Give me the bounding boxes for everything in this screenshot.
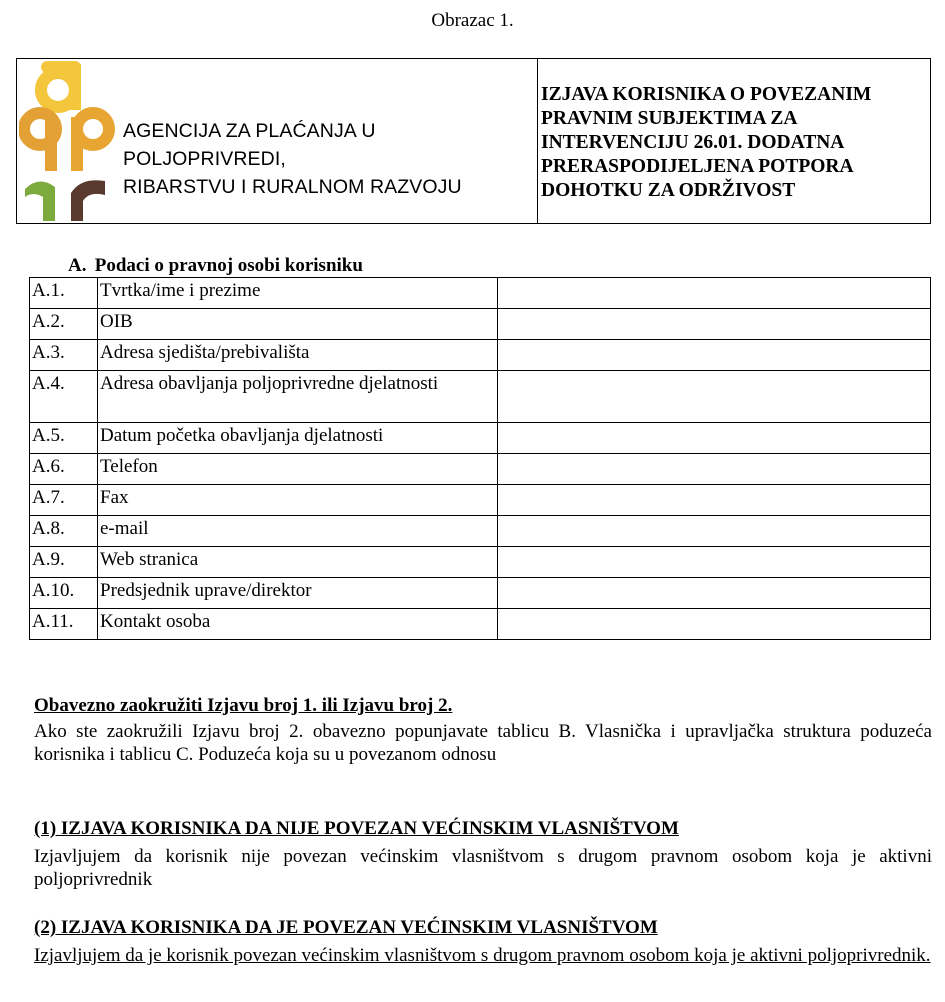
form-title — [541, 83, 931, 203]
statement-2-heading[interactable]: (2) IZJAVA KORISNIKA DA JE POVEZAN VEĆINSKIM VLASNIŠTVOM — [34, 917, 658, 938]
row-value-field[interactable] — [498, 309, 931, 340]
form-title-line: DOHOTKU ZA ODRŽIVOST — [541, 180, 796, 201]
row-value-field[interactable] — [498, 609, 931, 640]
row-code: A.9. — [30, 547, 98, 578]
table-row — [30, 485, 931, 516]
table-row — [30, 309, 931, 340]
statement-2-text: Izjavljujem da je korisnik povezan većinskim vlasništvom s drugom pravnom osobom koja je aktivni poljoprivrednik. — [34, 945, 931, 966]
row-label: Adresa obavljanja poljoprivredne djelatnosti — [98, 371, 498, 423]
table-row — [30, 578, 931, 609]
row-code: A.1. — [30, 278, 98, 309]
row-label: Datum početka obavljanja djelatnosti — [98, 423, 498, 454]
row-value-field[interactable] — [498, 371, 931, 423]
instruction-title: Obavezno zaokružiti Izjavu broj 1. ili Izjavu broj 2. — [34, 695, 453, 716]
section-a-heading — [68, 255, 363, 277]
form-title-line: PRERASPODIJELJENA POTPORA — [541, 156, 854, 177]
section-a-title: Podaci o pravnoj osobi korisniku — [94, 255, 363, 276]
agency-name-line-1: AGENCIJA ZA PLAĆANJA U POLJOPRIVREDI, — [123, 120, 376, 170]
form-number: Obrazac 1. — [431, 10, 514, 31]
row-label: Tvrtka/ime i prezime — [98, 278, 498, 309]
row-label: Kontakt osoba — [98, 609, 498, 640]
row-code: A.8. — [30, 516, 98, 547]
legal-entity-table — [29, 277, 931, 640]
header-divider — [537, 59, 538, 223]
row-label: Web stranica — [98, 547, 498, 578]
row-code: A.2. — [30, 309, 98, 340]
row-value-field[interactable] — [498, 340, 931, 371]
row-label: e-mail — [98, 516, 498, 547]
instruction-text: Ako ste zaokružili Izjavu broj 2. obavezno popunjavate tablicu B. Vlasnička i upravljačka struktura poduzeća korisnika i tablicu C. Poduzeća koja su u povezanom odnosu — [34, 721, 932, 765]
table-row — [30, 423, 931, 454]
row-code: A.10. — [30, 578, 98, 609]
row-label: OIB — [98, 309, 498, 340]
document-header — [16, 58, 931, 224]
row-label: Predsjednik uprave/direktor — [98, 578, 498, 609]
table-row — [30, 371, 931, 423]
statement-1-heading[interactable]: (1) IZJAVA KORISNIKA DA NIJE POVEZAN VEĆINSKIM VLASNIŠTVOM — [34, 818, 679, 839]
row-code: A.11. — [30, 609, 98, 640]
row-code: A.7. — [30, 485, 98, 516]
row-label: Fax — [98, 485, 498, 516]
row-label: Telefon — [98, 454, 498, 485]
row-label: Adresa sjedišta/prebivališta — [98, 340, 498, 371]
table-row — [30, 454, 931, 485]
row-value-field[interactable] — [498, 423, 931, 454]
agency-logo-icon — [19, 61, 119, 223]
table-row — [30, 278, 931, 309]
row-value-field[interactable] — [498, 547, 931, 578]
agency-name — [123, 117, 533, 201]
form-title-line: INTERVENCIJU 26.01. DODATNA — [541, 132, 845, 153]
row-code: A.6. — [30, 454, 98, 485]
row-value-field[interactable] — [498, 485, 931, 516]
form-title-line: PRAVNIM SUBJEKTIMA ZA — [541, 108, 798, 129]
row-value-field[interactable] — [498, 454, 931, 485]
form-title-line: IZJAVA KORISNIKA O POVEZANIM — [541, 84, 872, 105]
statement-1-text: Izjavljujem da korisnik nije povezan većinskim vlasništvom s drugom pravnom osobom koja je aktivni poljoprivrednik — [34, 846, 932, 890]
row-value-field[interactable] — [498, 578, 931, 609]
table-row — [30, 340, 931, 371]
agency-name-line-2: RIBARSTVU I RURALNOM RAZVOJU — [123, 176, 462, 198]
row-code: A.5. — [30, 423, 98, 454]
table-row — [30, 609, 931, 640]
section-a-letter: A. — [68, 255, 87, 276]
row-code: A.3. — [30, 340, 98, 371]
row-value-field[interactable] — [498, 278, 931, 309]
row-value-field[interactable] — [498, 516, 931, 547]
table-row — [30, 516, 931, 547]
table-row — [30, 547, 931, 578]
row-code: A.4. — [30, 371, 98, 423]
